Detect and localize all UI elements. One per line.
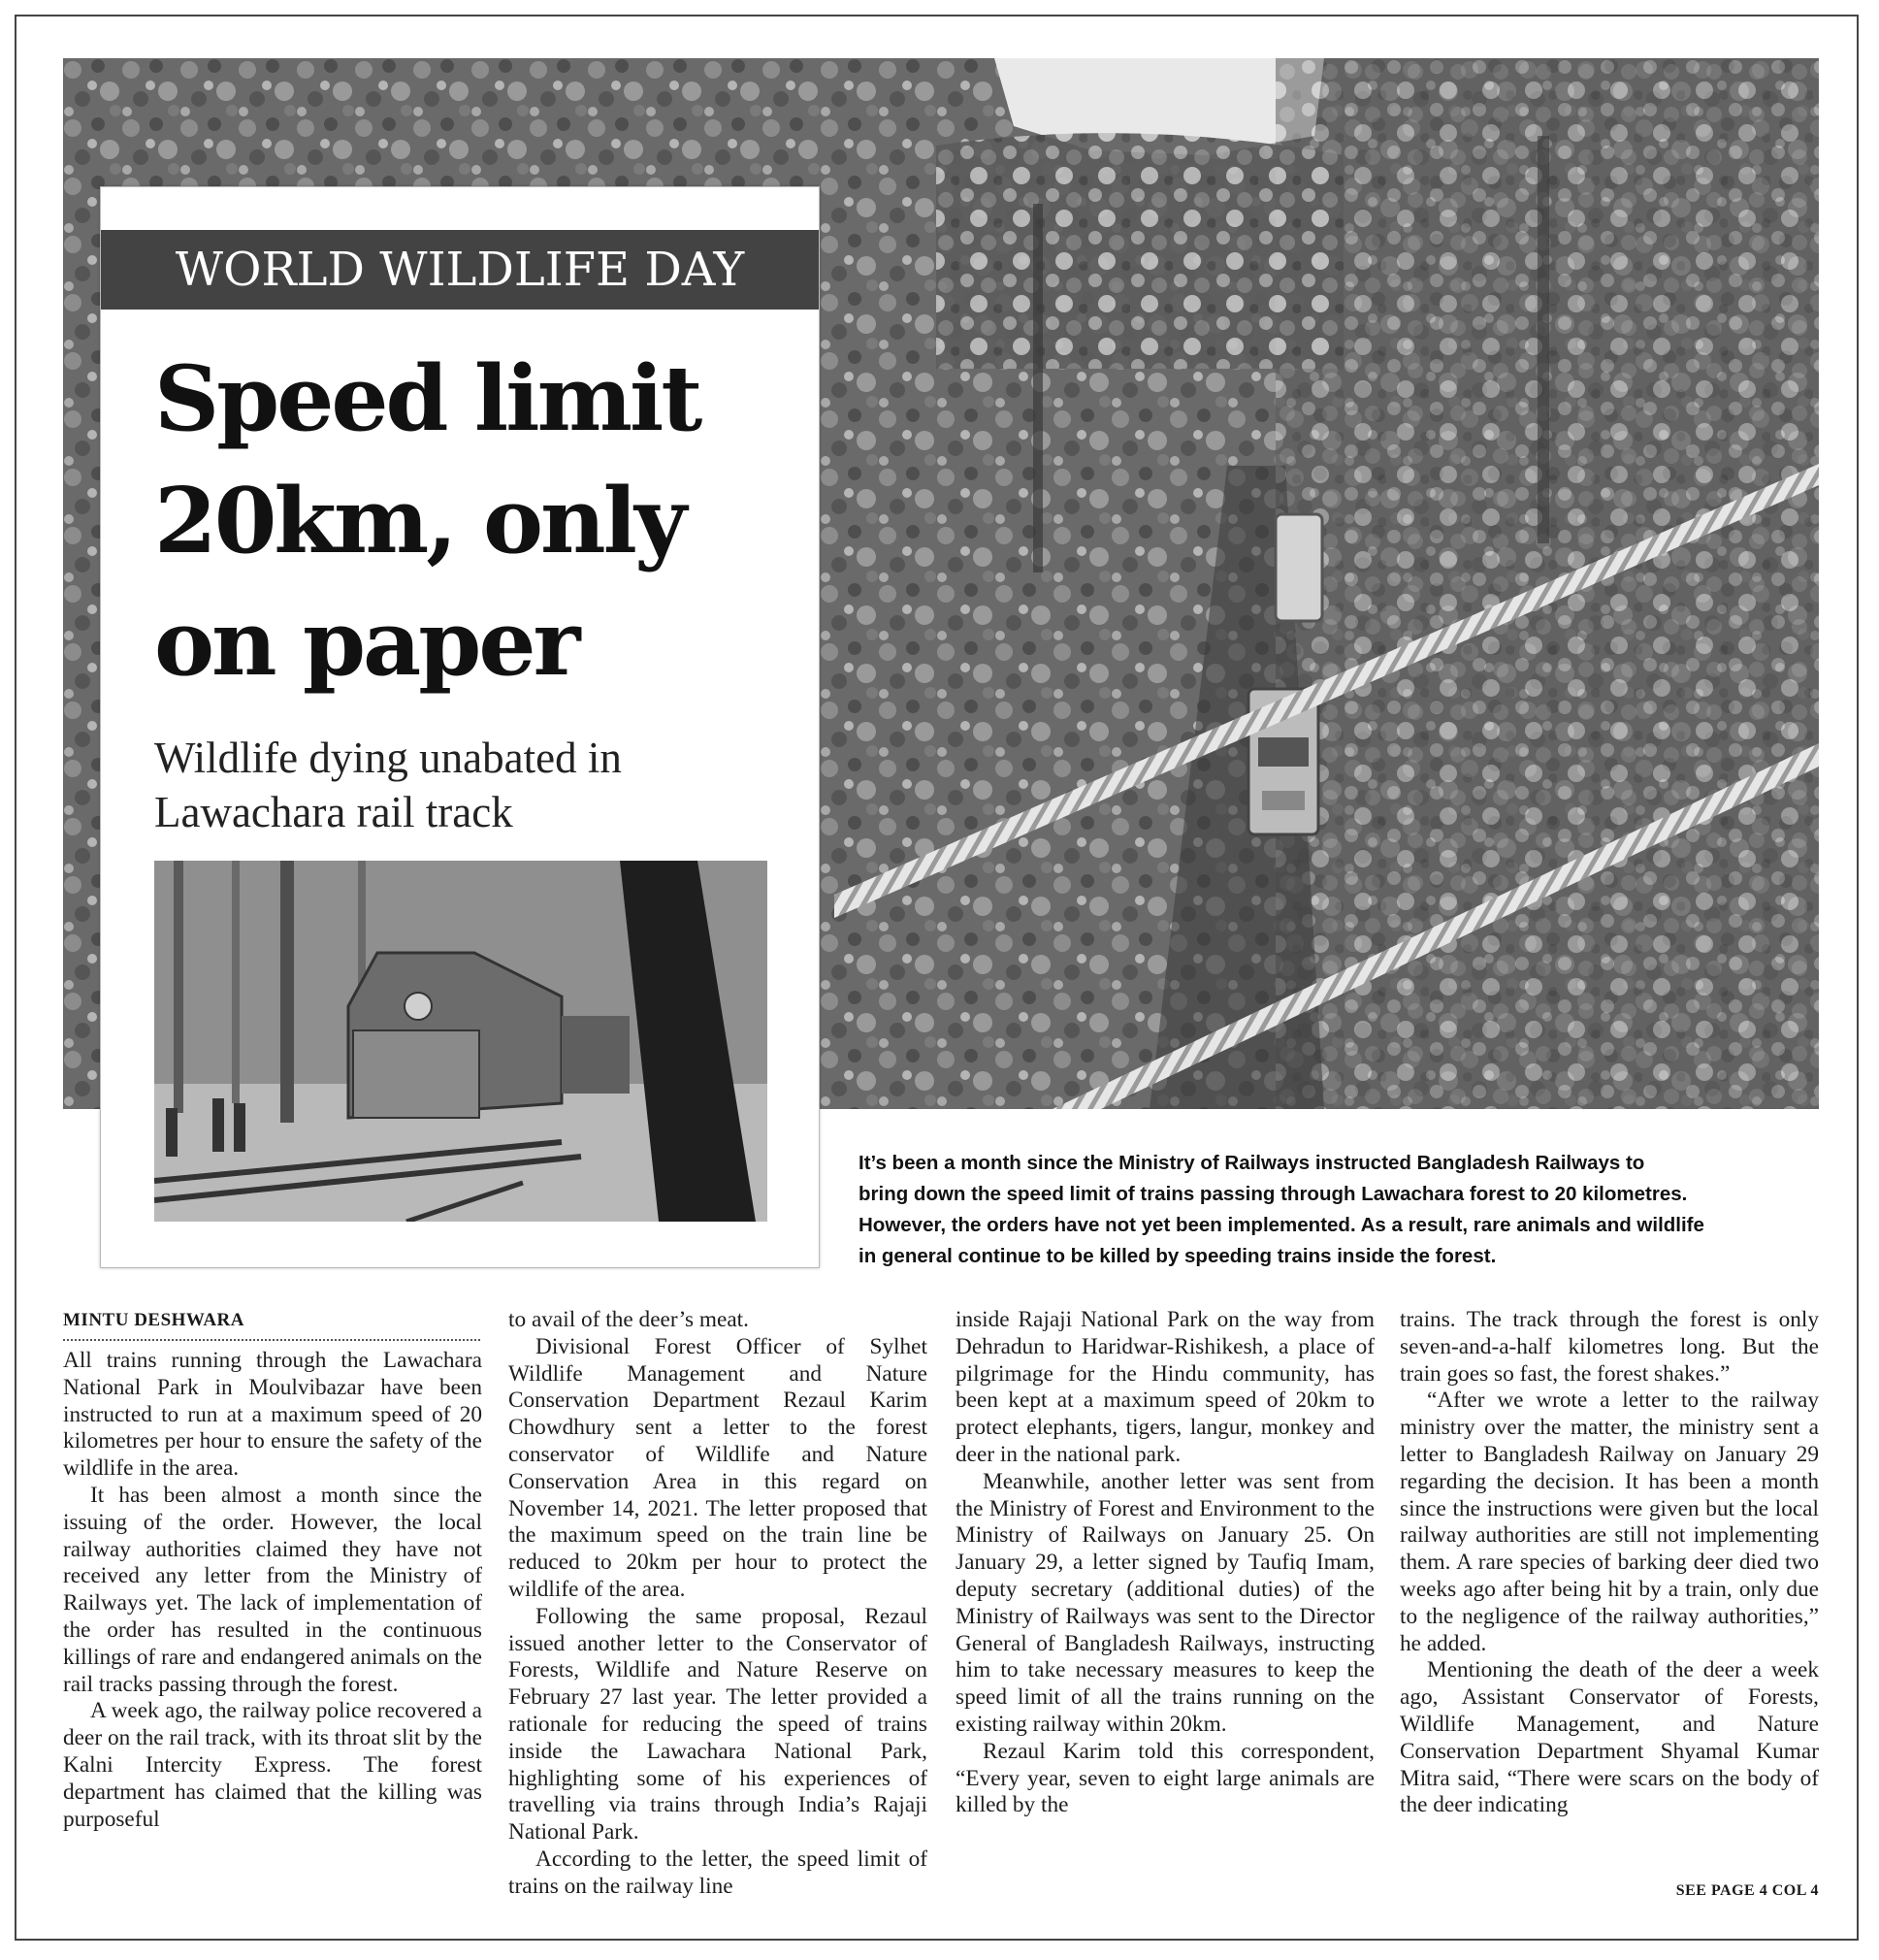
caption-line: However, the orders have not yet been implemented. As a result, rare animals and wildlife <box>859 1214 1704 1236</box>
article-paragraph: A week ago, the railway police recovered a deer on the rail track, with its throat slit by the Kalni Intercity Express. The forest department has claimed that the killing was purposeful <box>63 1698 482 1832</box>
headline <box>154 338 775 704</box>
article-paragraph: “After we wrote a letter to the railway ministry over the matter, the ministry sent a letter to Bangladesh Railway on January 29 regarding the decision. It has been a month since the instructions were given but the local railway authorities are still not implementing them. A rare species of barking deer died two weeks ago after being hit by a train, only due to the negligence of the railway authorities,” he added. <box>1400 1388 1819 1656</box>
locomotive-photo <box>154 861 767 1222</box>
caption-line: bring down the speed limit of trains passing through Lawachara forest to 20 kilometres. <box>859 1183 1688 1205</box>
caption-line: in general continue to be killed by speeding trains inside the forest. <box>859 1245 1497 1267</box>
subhead-line: Lawachara rail track <box>154 788 513 836</box>
article-paragraph: to avail of the deer’s meat. <box>508 1307 749 1332</box>
article-column-4 <box>1400 1307 1819 1819</box>
article-paragraph: All trains running through the Lawachara National Park in Moulvibazar have been instructed to run at a maximum speed of 20 kilometres per hour to ensure the safety of the wildlife in the area. <box>63 1348 482 1482</box>
photo-caption <box>859 1148 1824 1272</box>
byline: MINTU DESHWARA <box>63 1310 244 1330</box>
subheadline <box>154 731 775 839</box>
headline-box <box>100 186 820 1268</box>
subhead-line: Wildlife dying unabated in <box>154 734 622 782</box>
byline-divider <box>63 1339 480 1341</box>
headline-line: on paper <box>154 590 578 696</box>
jump-line[interactable]: SEE PAGE 4 COL 4 <box>1675 1882 1819 1899</box>
caption-line: It’s been a month since the Ministry of Railways instructed Bangladesh Railways to <box>859 1152 1645 1174</box>
article-paragraph: Meanwhile, another letter was sent from the Ministry of Forest and Environment to the Ministry of Railways on January 25. On January 29, a letter signed by Taufiq Imam, deputy secretary (additional duties) of the Ministry of Railways was sent to the Director General of Bangladesh Railways, instructing him to take necessary measures to keep the speed limit of all the trains running on the existing railway within 20km. <box>956 1468 1375 1737</box>
headline-line: Speed limit <box>154 345 700 451</box>
article-paragraph: inside Rajaji National Park on the way from Dehradun to Haridwar-Rishikesh, a place of pilgrimage for the Hindu community, has been kept at a maximum speed of 20km to protect elephants, tigers, langur, monkey and deer in the national park. <box>956 1307 1375 1467</box>
article-column-2 <box>508 1307 927 1901</box>
article-column-1 <box>63 1348 482 1833</box>
article-paragraph: It has been almost a month since the issuing of the order. However, the local railway authorities claimed they have not received any letter from the Ministry of Railways yet. The lack of implementation of the order has resulted in the continuous killings of rare and endangered animals on the rail tracks passing through the forest. <box>63 1482 482 1697</box>
article-paragraph: Mentioning the death of the deer a week ago, Assistant Conservator of Forests, Wildlife Management, and Nature Conservation Department Shyamal Kumar Mitra said, “There were scars on the body of the deer indicating <box>1400 1657 1819 1818</box>
article-paragraph: trains. The track through the forest is only seven-and-a-half kilometres long. But the train goes so fast, the forest shakes.” <box>1400 1307 1819 1387</box>
article-paragraph: According to the letter, the speed limit of trains on the railway line <box>508 1846 927 1899</box>
article-paragraph: Rezaul Karim told this correspondent, “Every year, seven to eight large animals are killed by the <box>956 1738 1375 1818</box>
article-paragraph: Divisional Forest Officer of Sylhet Wildlife Management and Nature Conservation Department Rezaul Karim Chowdhury sent a letter to the forest conservator of Wildlife and Nature Conservation Area in this regard on November 14, 2021. The letter proposed that the maximum speed on the train line be reduced to 20km per hour to protect the wildlife of the area. <box>508 1333 927 1602</box>
article-paragraph: Following the same proposal, Rezaul issued another letter to the Conservator of Forests, Wildlife and Nature Reserve on February 27 last year. The letter provided a rationale for reducing the speed of trains inside the Lawachara National Park, highlighting some of his experiences of travelling via trains through India’s Rajaji National Park. <box>508 1603 927 1846</box>
section-kicker: WORLD WILDLIFE DAY <box>101 230 819 310</box>
headline-line: 20km, only <box>154 468 685 573</box>
article-column-3 <box>956 1307 1375 1819</box>
